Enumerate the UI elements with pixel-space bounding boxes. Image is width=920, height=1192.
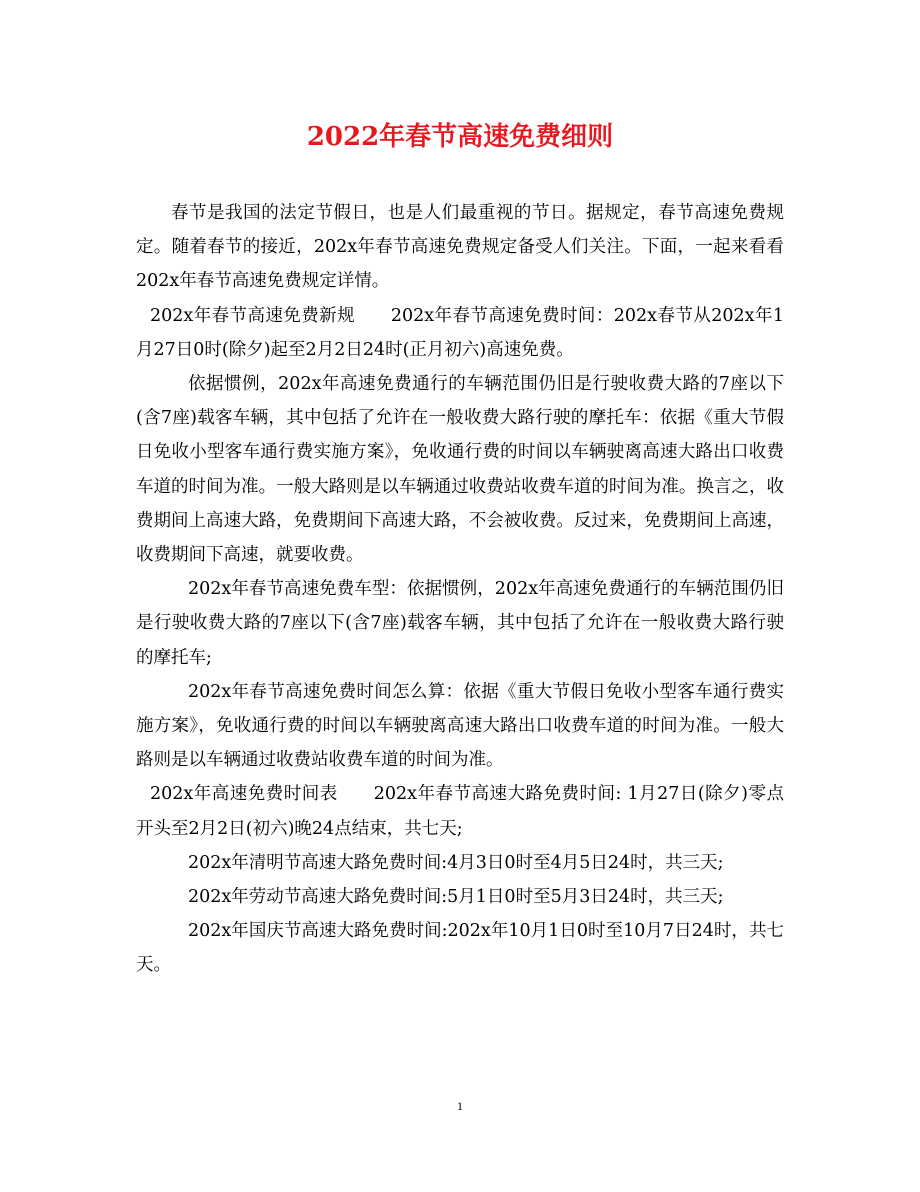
document-body	[136, 196, 784, 983]
paragraph-intro: 春节是我国的法定节假日，也是人们最重视的节日。据规定，春节高速免费规定。随着春节的接近，202x年春节高速免费规定备受人们关注。下面，一起来看看202x年春节高速免费规定详情。	[136, 203, 784, 292]
paragraph-vehicle-types: 202x年春节高速免费车型：依据惯例，202x年高速免费通行的车辆范围仍旧是行驶收费大路的7座以下(含7座)载客车辆，其中包括了允许在一般收费大路行驶的摩托车;	[136, 579, 784, 668]
paragraph-time-calculation: 202x年春节高速免费时间怎么算：依据《重大节假日免收小型客车通行费实施方案》，免收通行费的时间以车辆驶离高速大路出口收费车道的时间为准。一般大路则是以车辆通过收费站收费车道的时间为准。	[136, 681, 784, 771]
paragraph-schedule-labor-day: 202x年劳动节高速大路免费时间:5月1日0时至5月3日24时，共三天;	[188, 887, 724, 908]
paragraph-new-rules: 202x年春节高速免费新规 202x年春节高速免费时间：202x春节从202x年1月27日0时(除夕)起至2月2日24时(正月初六)高速免费。	[136, 305, 784, 360]
document-title: 2022年春节高速免费细则	[306, 122, 614, 152]
paragraph-vehicle-scope: 依据惯例，202x年高速免费通行的车辆范围仍旧是行驶收费大路的7座以下(含7座)载客车辆，其中包括了允许在一般收费大路行驶的摩托车：依据《重大节假日免收小型客车通行费实施方案》，免收通行费的时间以车辆驶离高速大路出口收费车道的时间为准。一般大路则是以车辆通过收费站收费车道的时间为准。换言之，收费期间上高速大路，免费期间下高速大路，不会被收费。反过来，免费期间上高速，收费期间下高速，就要收费。	[136, 374, 784, 566]
paragraph-schedule-qingming: 202x年清明节高速大路免费时间:4月3日0时至4月5日24时，共三天;	[188, 852, 724, 873]
page-number: 1	[457, 1099, 463, 1113]
paragraph-schedule-spring: 202x年高速免费时间表 202x年春节高速大路免费时间: 1月27日(除夕)零点开头至2月2日(初六)晚24点结束，共七天;	[136, 784, 784, 839]
paragraph-schedule-national-day: 202x年国庆节高速大路免费时间:202x年10月1日0时至10月7日24时，共七天。	[136, 921, 784, 976]
